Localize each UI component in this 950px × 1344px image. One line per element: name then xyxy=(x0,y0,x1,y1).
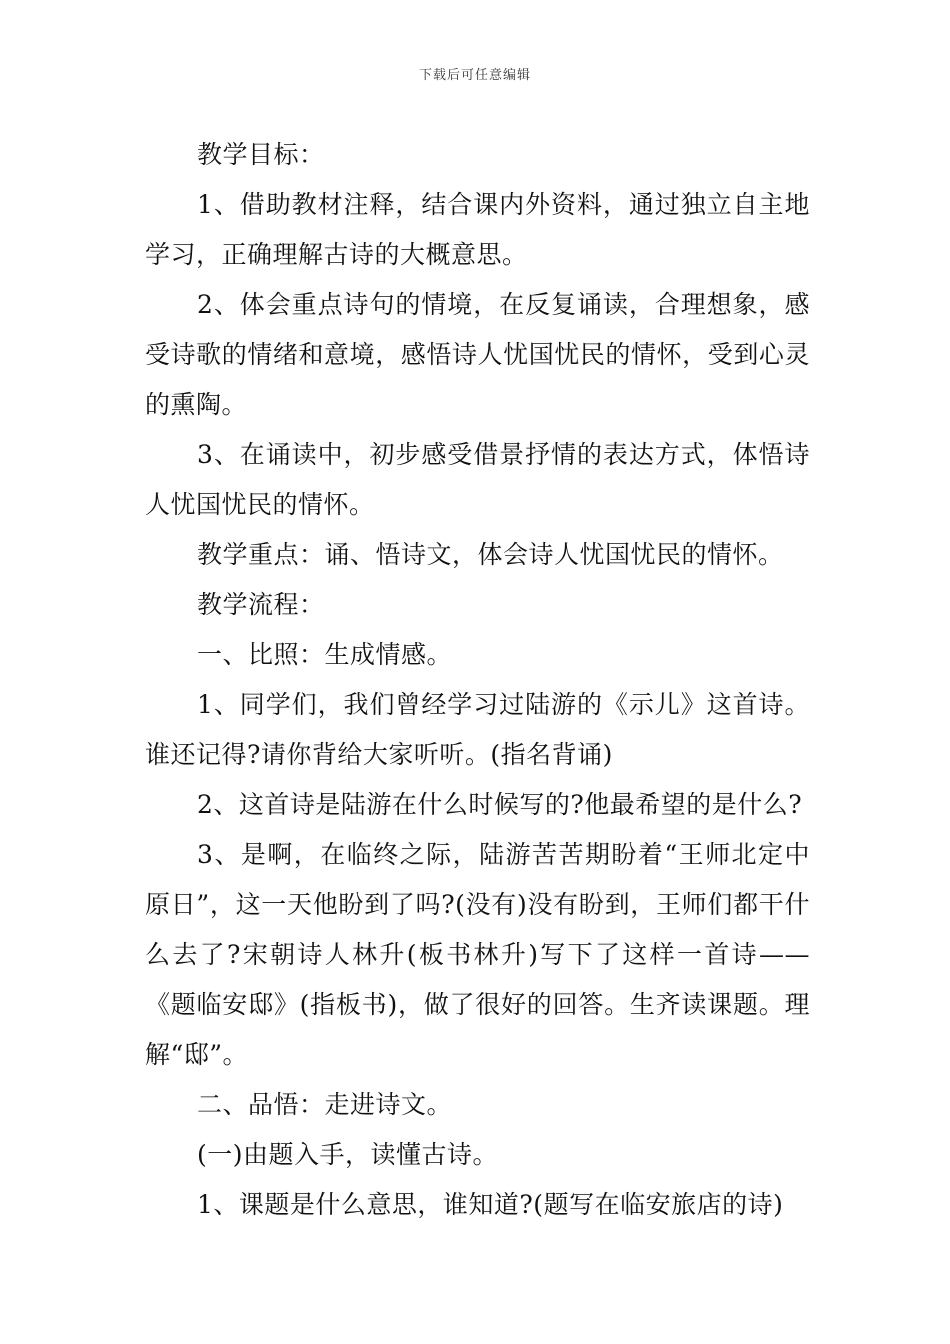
section-1-item-1: 1、同学们，我们曾经学习过陆游的《示儿》这首诗。谁还记得?请你背给大家听听。(指名背诵) xyxy=(145,690,810,769)
section-2-heading: 二、品悟：走进诗文。 xyxy=(197,1090,453,1119)
goal-item-3: 3、在诵读中，初步感受借景抒情的表达方式，体悟诗人忧国忧民的情怀。 xyxy=(145,440,810,519)
subsection-1-heading: (一)由题入手，读懂古诗。 xyxy=(197,1140,499,1169)
goal-item-1: 1、借助教材注释，结合课内外资料，通过独立自主地学习，正确理解古诗的大概意思。 xyxy=(145,190,810,269)
section-1-heading: 一、比照：生成情感。 xyxy=(197,640,453,669)
subsection-1-item-1: 1、课题是什么意思，谁知道?(题写在临安旅店的诗) xyxy=(197,1190,784,1219)
page-header: 下载后可任意编辑 xyxy=(418,68,531,83)
heading-teaching-process: 教学流程： xyxy=(197,590,325,619)
goal-item-2: 2、体会重点诗句的情境，在反复诵读，合理想象，感受诗歌的情绪和意境，感悟诗人忧国忧民的情怀，受到心灵的熏陶。 xyxy=(145,290,810,419)
document-body xyxy=(145,130,810,1230)
section-1-item-3: 3、是啊，在临终之际，陆游苦苦期盼着“王师北定中原日”，这一天他盼到了吗?(没有)没有盼到，王师们都干什么去了?宋朝诗人林升(板书林升)写下了这样一首诗——《题临安邸》(指板书)，做了很好的回答。生齐读课题。理解“邸”。 xyxy=(145,840,810,1069)
heading-teaching-goals: 教学目标： xyxy=(197,140,325,169)
teaching-focus: 教学重点：诵、悟诗文，体会诗人忧国忧民的情怀。 xyxy=(197,540,784,569)
section-1-item-2: 2、这首诗是陆游在什么时候写的?他最希望的是什么? xyxy=(197,790,803,819)
